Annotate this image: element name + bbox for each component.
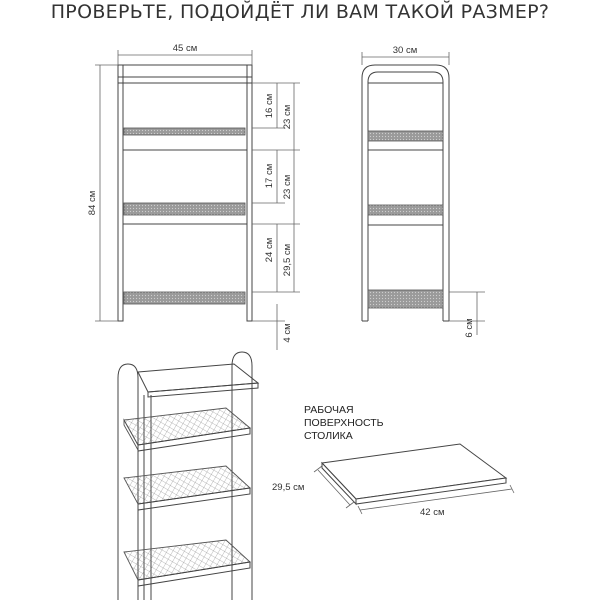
perspective-shelf-3 bbox=[124, 540, 250, 586]
perspective-rack bbox=[118, 352, 258, 600]
side-depth-dimension bbox=[362, 45, 449, 65]
side-leg-label: 6 см bbox=[464, 318, 475, 338]
tabletop-detail bbox=[272, 404, 514, 518]
tabletop-width-label: 42 см bbox=[420, 507, 445, 518]
front-height-label: 84 см bbox=[87, 190, 98, 216]
front-view bbox=[87, 43, 300, 350]
side-shelf-1 bbox=[368, 131, 443, 150]
page-title: ПРОВЕРЬТЕ, ПОДОЙДЁТ ЛИ ВАМ ТАКОЙ РАЗМЕР? bbox=[50, 1, 550, 23]
side-depth-label: 30 см bbox=[392, 45, 418, 56]
front-height-dimension bbox=[87, 65, 118, 321]
shelf-gap-3-label: 24 см bbox=[264, 237, 275, 263]
front-shelf-3 bbox=[124, 292, 245, 304]
side-frame bbox=[362, 65, 449, 321]
front-shelf-1 bbox=[123, 128, 247, 150]
front-shelf-dimensions bbox=[252, 83, 300, 350]
shelf-step-1-label: 23 см bbox=[282, 104, 293, 130]
shelf-step-3-label: 29,5 см bbox=[282, 243, 293, 277]
front-frame bbox=[118, 65, 252, 321]
front-width-dimension bbox=[118, 43, 252, 65]
side-leg-dimension bbox=[449, 292, 485, 338]
front-leg-label: 4 см bbox=[282, 323, 293, 343]
perspective-shelf-1 bbox=[124, 408, 250, 451]
shelf-gap-2-label: 17 см bbox=[264, 163, 275, 189]
shelf-step-2-label: 23 см bbox=[282, 174, 293, 200]
front-shelf-2 bbox=[123, 203, 247, 224]
front-width-label: 45 см bbox=[172, 43, 198, 54]
side-view bbox=[362, 45, 485, 338]
side-shelf-2 bbox=[368, 205, 443, 225]
perspective-shelf-2 bbox=[124, 466, 250, 510]
tabletop-depth-label: 29,5 см bbox=[272, 482, 305, 493]
tabletop-label-line-3: СТОЛИКА bbox=[304, 430, 353, 442]
tabletop-label-line-2: ПОВЕРХНОСТЬ bbox=[304, 417, 384, 429]
shelf-gap-1-label: 16 см bbox=[264, 93, 275, 119]
side-shelf-3 bbox=[368, 290, 443, 308]
tabletop-label-line-1: РАБОЧАЯ bbox=[304, 404, 354, 416]
